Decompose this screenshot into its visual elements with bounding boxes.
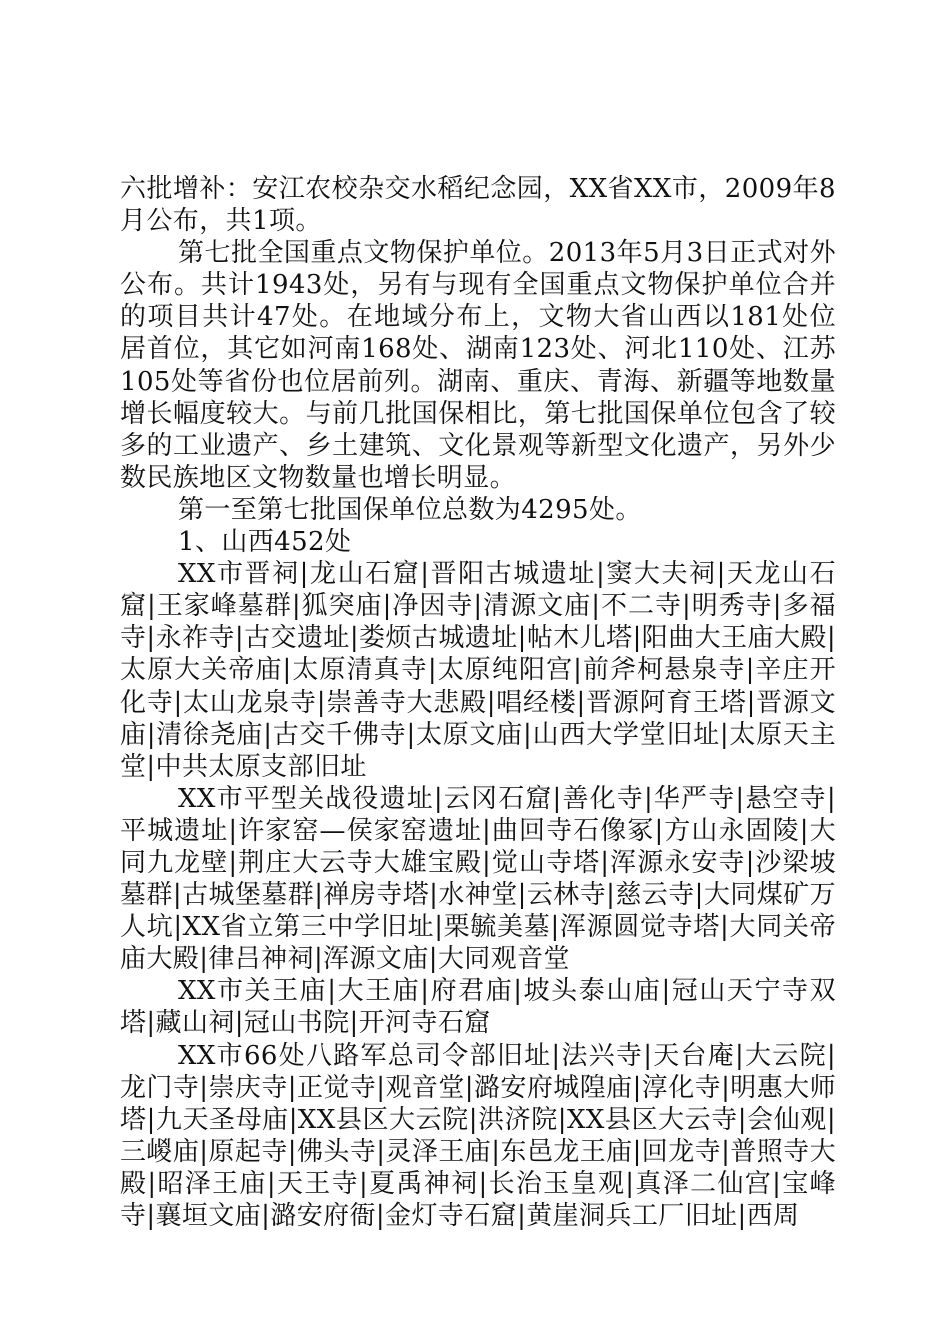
paragraph-yangquan-list: XX市关王庙|大王庙|府君庙|坡头泰山庙|冠山天宁寺双塔|藏山祠|冠山书院|开河寺石窟 — [120, 976, 836, 1039]
paragraph-taiyuan-list: XX市晋祠|龙山石窟|晋阳古城遗址|窦大夫祠|天龙山石窟|王家峰墓群|狐突庙|净因寺|清源文庙|不二寺|明秀寺|多福寺|永祚寺|古交遗址|娄烦古城遗址|帖木儿塔|阳曲大王庙大殿|太原大关帝庙|太原清真寺|太原纯阳宫|前斧柯悬泉寺|辛庄开化寺|太山龙泉寺|崇善寺大悲殿|唱经楼|晋源阿育王塔|晋源文庙|清徐尧庙|古交千佛寺|太原文庙|山西大学堂旧址|太原天主堂|中共太原支部旧址 — [120, 559, 836, 782]
paragraph-datong-list: XX市平型关战役遗址|云冈石窟|善化寺|华严寺|悬空寺|平城遗址|许家窑—侯家窑遗址|曲回寺石像冢|方山永固陵|大同九龙壁|荆庄大云寺大雄宝殿|觉山寺塔|浑源永安寺|沙梁坡墓群|古城堡墓群|禅房寺塔|水神堂|云林寺|慈云寺|大同煤矿万人坑|XX省立第三中学旧址|栗毓美墓|浑源圆觉寺塔|大同关帝庙大殿|律吕神祠|浑源文庙|大同观音堂 — [120, 783, 836, 975]
paragraph-seventh-batch: 第七批全国重点文物保护单位。2013年5月3日正式对外公布。共计1943处，另有与现有全国重点文物保护单位合并的项目共计47处。在地域分布上，文物大省山西以181处位居首位，其它如河南168处、湖南123处、河北110处、江苏105处等省份也位居前列。湖南、重庆、青海、新疆等地数量增长幅度较大。与前几批国保相比，第七批国保单位包含了较多的工业遗产、乡土建筑、文化景观等新型文化遗产，另外少数民族地区文物数量也增长明显。 — [120, 238, 836, 493]
paragraph-changzhi-list: XX市66处八路军总司令部旧址|法兴寺|天台庵|大云院|龙门寺|崇庆寺|正觉寺|观音堂|潞安府城隍庙|淳化寺|明惠大师塔|九天圣母庙|XX县区大云院|洪济院|XX县区大云寺|会仙观|三嵕庙|原起寺|佛头寺|灵泽王庙|东邑龙王庙|回龙寺|普照寺大殿|昭泽王庙|天王寺|夏禹神祠|长治玉皇观|真泽二仙宫|宝峰寺|襄垣文庙|潞安府衙|金灯寺石窟|黄崖洞兵工厂旧址|西周 — [120, 1040, 836, 1231]
section-heading-shanxi: 1、山西452处 — [178, 527, 352, 558]
paragraph-supplement: 六批增补：安江农校杂交水稻纪念园，XX省XX市，2009年8月公布，共1项。 — [120, 174, 836, 237]
paragraph-total: 第一至第七批国保单位总数为4295处。 — [178, 494, 642, 525]
document-page — [120, 173, 836, 1232]
